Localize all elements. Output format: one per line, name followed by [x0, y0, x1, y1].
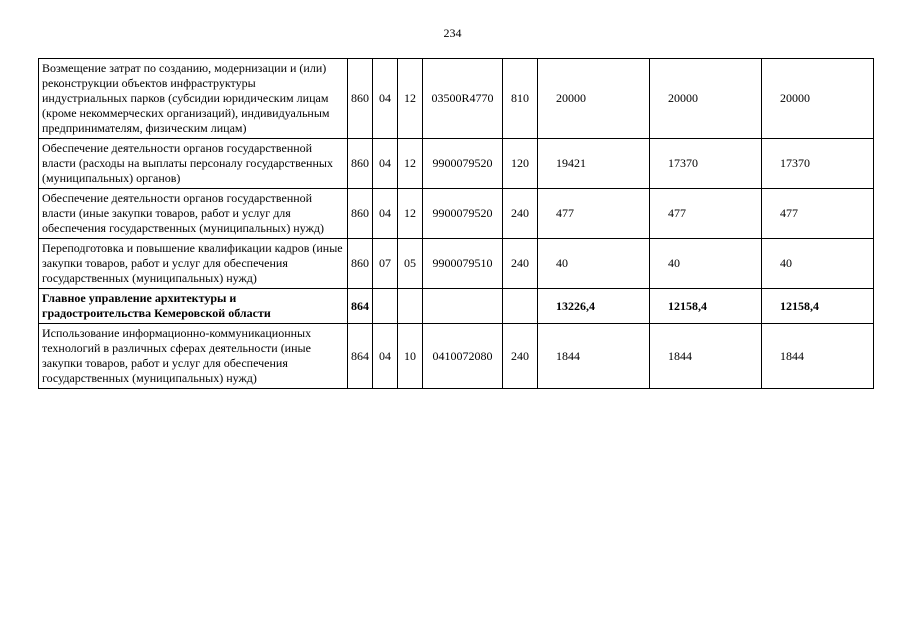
amount-year-2-cell: 477 — [650, 189, 762, 239]
expense-name-cell: Использование информационно-коммуникационных технологий в различных сферах деятельности (иные закупки товаров, работ и услуг для обеспечения государственных (муниципальных) нужд) — [39, 324, 348, 389]
section-code-cell — [373, 289, 398, 324]
grbs-code-cell: 864 — [348, 289, 373, 324]
expense-type-code-cell: 240 — [503, 189, 538, 239]
amount-year-1-cell: 477 — [538, 189, 650, 239]
page-number: 234 — [443, 26, 462, 40]
amount-year-1-cell: 19421 — [538, 139, 650, 189]
table-row — [39, 239, 874, 289]
amount-year-1-cell: 1844 — [538, 324, 650, 389]
amount-year-3-cell: 1844 — [762, 324, 874, 389]
amount-year-1-cell: 40 — [538, 239, 650, 289]
amount-year-2-cell: 1844 — [650, 324, 762, 389]
target-item-code-cell — [423, 289, 503, 324]
subsection-code-cell: 10 — [398, 324, 423, 389]
target-item-code-cell: 9900079510 — [423, 239, 503, 289]
amount-year-1-cell: 20000 — [538, 59, 650, 139]
table-row — [39, 139, 874, 189]
subsection-code-cell: 12 — [398, 59, 423, 139]
grbs-code-cell: 864 — [348, 324, 373, 389]
expense-type-code-cell: 810 — [503, 59, 538, 139]
section-code-cell: 04 — [373, 189, 398, 239]
amount-year-3-cell: 40 — [762, 239, 874, 289]
expense-type-code-cell: 240 — [503, 239, 538, 289]
section-code-cell: 04 — [373, 139, 398, 189]
expense-type-code-cell: 120 — [503, 139, 538, 189]
expense-name-cell: Обеспечение деятельности органов государственной власти (расходы на выплаты персоналу государственных (муниципальных) органов) — [39, 139, 348, 189]
target-item-code-cell: 9900079520 — [423, 189, 503, 239]
budget-table — [38, 58, 874, 389]
grbs-code-cell: 860 — [348, 59, 373, 139]
amount-year-3-cell: 20000 — [762, 59, 874, 139]
target-item-code-cell: 9900079520 — [423, 139, 503, 189]
section-code-cell: 04 — [373, 324, 398, 389]
grbs-code-cell: 860 — [348, 189, 373, 239]
subsection-code-cell: 12 — [398, 139, 423, 189]
expense-name-cell: Главное управление архитектуры и градостроительства Кемеровской области — [39, 289, 348, 324]
table-row — [39, 289, 874, 324]
subsection-code-cell: 12 — [398, 189, 423, 239]
table-row — [39, 59, 874, 139]
target-item-code-cell: 03500R4770 — [423, 59, 503, 139]
expense-type-code-cell — [503, 289, 538, 324]
grbs-code-cell: 860 — [348, 239, 373, 289]
table-row — [39, 324, 874, 389]
target-item-code-cell: 0410072080 — [423, 324, 503, 389]
grbs-code-cell: 860 — [348, 139, 373, 189]
subsection-code-cell: 05 — [398, 239, 423, 289]
amount-year-2-cell: 12158,4 — [650, 289, 762, 324]
subsection-code-cell — [398, 289, 423, 324]
expense-name-cell: Переподготовка и повышение квалификации кадров (иные закупки товаров, работ и услуг для обеспечения государственных (муниципальных) нужд) — [39, 239, 348, 289]
amount-year-3-cell: 477 — [762, 189, 874, 239]
amount-year-2-cell: 40 — [650, 239, 762, 289]
section-code-cell: 07 — [373, 239, 398, 289]
expense-name-cell: Возмещение затрат по созданию, модернизации и (или) реконструкции объектов инфраструктуры индустриальных парков (субсидии юридическим лицам (кроме некоммерческих организаций), индивидуальным предпринимателям, физическим лицам) — [39, 59, 348, 139]
amount-year-2-cell: 20000 — [650, 59, 762, 139]
amount-year-1-cell: 13226,4 — [538, 289, 650, 324]
expense-name-cell: Обеспечение деятельности органов государственной власти (иные закупки товаров, работ и услуг для обеспечения государственных (муниципальных) нужд) — [39, 189, 348, 239]
table-row — [39, 189, 874, 239]
amount-year-3-cell: 17370 — [762, 139, 874, 189]
amount-year-3-cell: 12158,4 — [762, 289, 874, 324]
amount-year-2-cell: 17370 — [650, 139, 762, 189]
table-body — [39, 59, 874, 389]
section-code-cell: 04 — [373, 59, 398, 139]
expense-type-code-cell: 240 — [503, 324, 538, 389]
